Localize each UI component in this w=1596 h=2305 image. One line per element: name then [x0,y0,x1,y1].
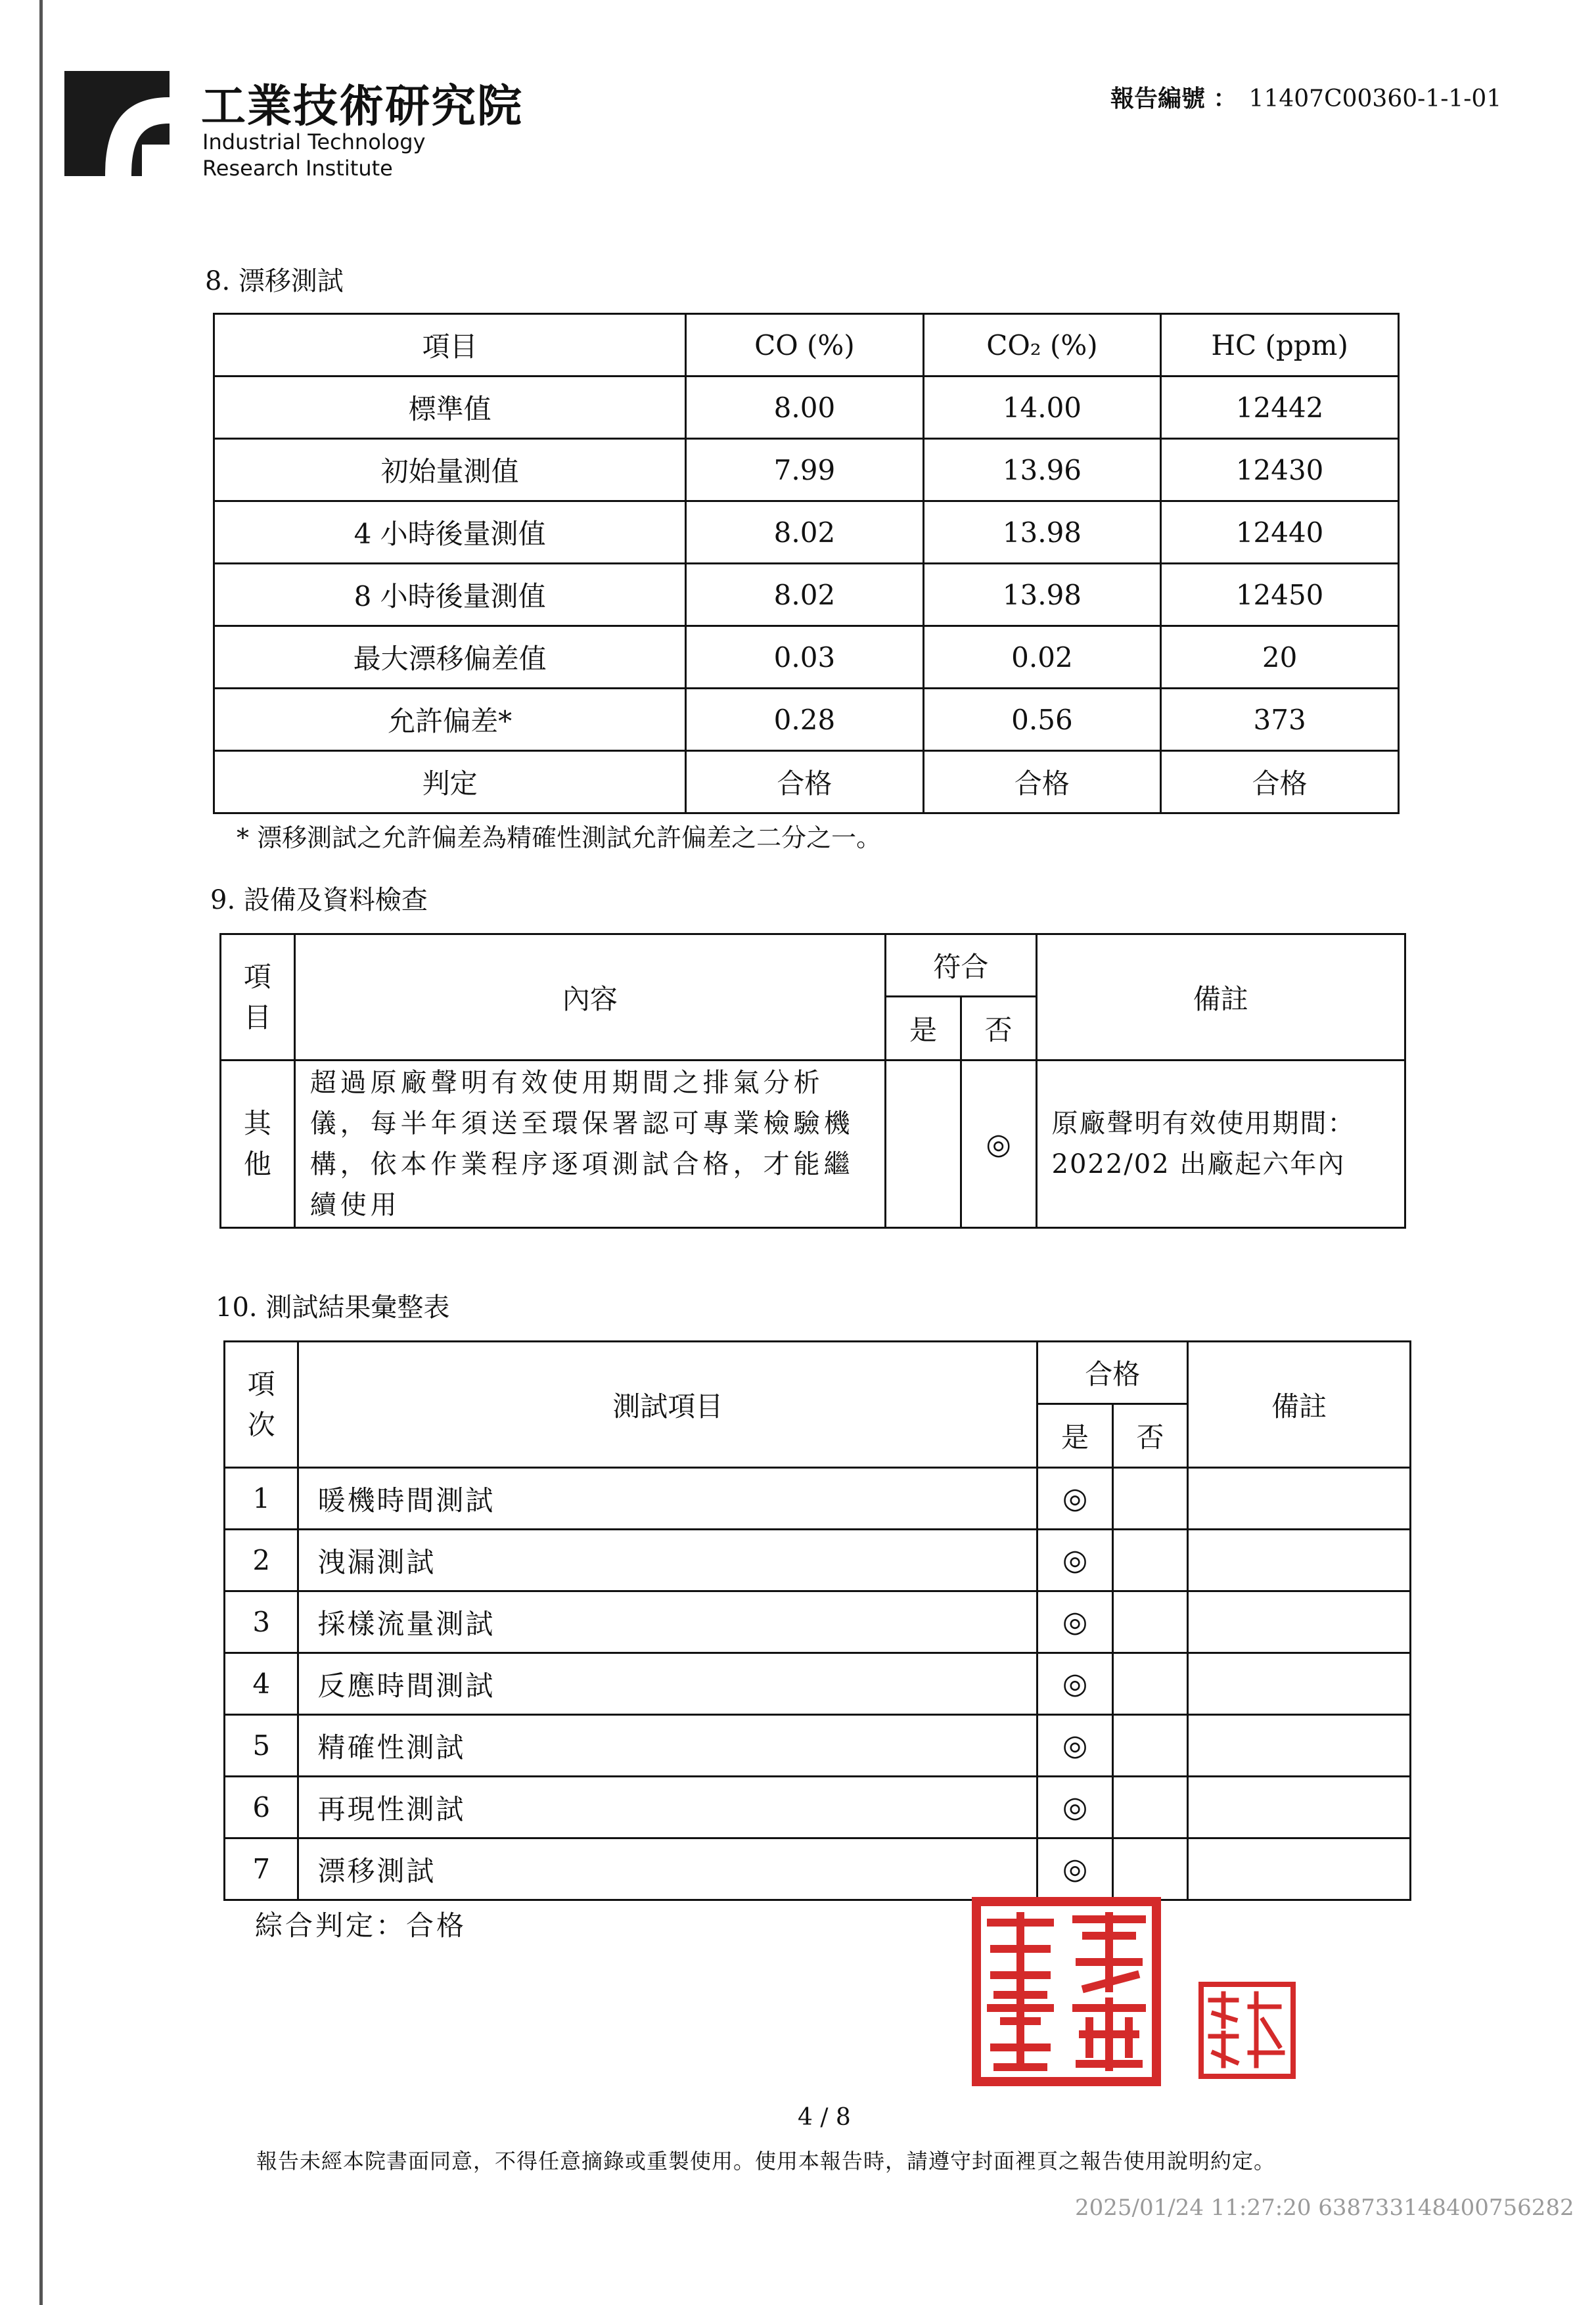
row-no: 5 [225,1715,298,1777]
table-header-row [221,934,1405,997]
row-remark [1036,1061,1405,1228]
row-no-mark [1112,1530,1187,1591]
table-cell: 12430 [1161,439,1399,501]
table-cell: 8.00 [686,377,923,439]
header-cell-remark: 備註 [1036,934,1405,1061]
row-label: 最大漂移偏差值 [214,626,686,689]
row-label: 判定 [214,751,686,813]
overall-judgement: 綜合判定：合格 [255,1909,467,1942]
header-cell-no [225,1342,298,1468]
row-no-mark [1112,1653,1187,1715]
report-number [1110,80,1501,114]
header-cell-yes: 是 [1037,1404,1112,1468]
row-yes: ◎ [1037,1838,1112,1900]
row-item: 精確性測試 [298,1715,1037,1777]
table-row [214,626,1399,689]
org-name-en-line1: Industrial Technology [202,129,426,154]
table-cell: 0.03 [686,626,923,689]
remark-line: 2022/02 出廠起六年內 [1051,1149,1346,1179]
row-item [221,1061,295,1228]
table-row [225,1468,1411,1530]
table-cell: 0.28 [686,689,923,751]
header-cell: CO₂ (%) [923,314,1161,377]
table-row [225,1715,1411,1777]
header-cell-no: 否 [961,997,1036,1061]
row-label: 標準值 [214,377,686,439]
table-row [221,1061,1405,1228]
header-item-bottom: 目 [243,1001,271,1034]
header-cell: CO (%) [686,314,923,377]
row-no: 6 [225,1777,298,1838]
table-cell: 合格 [923,751,1161,813]
row-remark [1188,1653,1411,1715]
table-cell: 20 [1161,626,1399,689]
row-item: 暖機時間測試 [298,1468,1037,1530]
row-item: 漂移測試 [298,1838,1037,1900]
row-no-mark [1112,1715,1187,1777]
row-no-mark [1112,1777,1187,1838]
org-name-en [202,129,426,181]
content-line: 儀，每半年須送至環保署認可專業檢驗機 [309,1108,854,1139]
remark-line: 原廠聲明有效使用期間： [1051,1108,1356,1139]
header-no-bottom: 次 [247,1408,275,1441]
row-item: 採樣流量測試 [298,1591,1037,1653]
row-no: 1 [225,1468,298,1530]
header-cell-content: 內容 [294,934,885,1061]
row-content [294,1061,885,1228]
signature-seal-icon [1197,1980,1297,2080]
table-cell: 373 [1161,689,1399,751]
table-cell: 13.98 [923,501,1161,564]
header-cell: 項目 [214,314,686,377]
content-line: 構，依本作業程序逐項測試合格，才能繼 [309,1149,854,1179]
conform-no-cell: ◎ [961,1061,1036,1228]
row-remark [1188,1591,1411,1653]
table-row [214,564,1399,626]
row-no: 4 [225,1653,298,1715]
table-cell: 0.02 [923,626,1161,689]
row-label: 初始量測值 [214,439,686,501]
header-cell-no-mark: 否 [1112,1404,1187,1468]
org-name-en-line2: Research Institute [202,156,393,181]
drift-test-table [213,313,1400,814]
test-summary-table [223,1340,1411,1901]
table-row [225,1777,1411,1838]
row-yes: ◎ [1037,1777,1112,1838]
table-cell: 12450 [1161,564,1399,626]
binding-rule [39,0,43,2305]
table-cell: 合格 [686,751,923,813]
row-remark [1188,1468,1411,1530]
table-header-row [214,314,1399,377]
header-cell-item: 測試項目 [298,1342,1037,1468]
row-remark [1188,1777,1411,1838]
row-no-mark [1112,1838,1187,1900]
header-cell-item [221,934,295,1061]
row-label: 8 小時後量測值 [214,564,686,626]
table-cell: 13.96 [923,439,1161,501]
row-yes: ◎ [1037,1468,1112,1530]
table-row [214,751,1399,813]
print-timestamp: 2025/01/24 11:27:20 638733148400756282 [1075,2195,1574,2221]
section10-title: 10. 測試結果彙整表 [216,1292,450,1323]
table-cell: 8.02 [686,501,923,564]
header-cell-remark: 備註 [1188,1342,1411,1468]
row-remark [1188,1838,1411,1900]
table-header-row [225,1342,1411,1404]
table-cell: 0.56 [923,689,1161,751]
table-cell: 7.99 [686,439,923,501]
table-cell: 合格 [1161,751,1399,813]
conform-yes-cell [886,1061,961,1228]
content-line: 續使用 [309,1190,401,1220]
row-remark [1188,1530,1411,1591]
table-cell: 12442 [1161,377,1399,439]
content-line: 超過原廠聲明有效使用期間之排氣分析 [309,1068,824,1098]
table-row [225,1838,1411,1900]
row-yes: ◎ [1037,1591,1112,1653]
table-row [225,1591,1411,1653]
section8-title: 8. 漂移測試 [205,266,344,296]
row-item-bottom: 他 [243,1148,271,1180]
row-no: 7 [225,1838,298,1900]
report-number-value: 11407C00360-1-1-01 [1248,85,1502,112]
header-no-top: 項 [247,1367,275,1400]
row-label: 4 小時後量測值 [214,501,686,564]
professional-seal-icon [971,1896,1162,2087]
table-row [214,439,1399,501]
row-item: 洩漏測試 [298,1530,1037,1591]
itri-logo-icon [64,71,170,176]
footer-disclaimer: 報告未經本院書面同意，不得任意摘錄或重製使用。使用本報告時，請遵守封面裡頁之報告使用說明約定。 [256,2149,1276,2174]
header-item-top: 項 [243,960,271,993]
header-cell-conform: 符合 [886,934,1036,997]
header-cell-pass: 合格 [1037,1342,1188,1404]
page-number: 4 / 8 [798,2104,851,2131]
table-row [214,377,1399,439]
row-item: 反應時間測試 [298,1653,1037,1715]
section9-title: 9. 設備及資料檢查 [210,885,428,915]
equipment-check-table [219,933,1406,1229]
row-item: 再現性測試 [298,1777,1037,1838]
row-no: 3 [225,1591,298,1653]
row-yes: ◎ [1037,1715,1112,1777]
table-cell: 8.02 [686,564,923,626]
row-yes: ◎ [1037,1530,1112,1591]
row-item-top: 其 [243,1107,271,1139]
header-cell: HC (ppm) [1161,314,1399,377]
table-cell: 13.98 [923,564,1161,626]
table-row [214,689,1399,751]
table-cell: 14.00 [923,377,1161,439]
row-no-mark [1112,1468,1187,1530]
row-no-mark [1112,1591,1187,1653]
table-row [225,1653,1411,1715]
table-cell: 12440 [1161,501,1399,564]
row-no: 2 [225,1530,298,1591]
drift-footnote: * 漂移測試之允許偏差為精確性測試允許偏差之二分之一。 [237,823,882,852]
org-name-cn: 工業技術研究院 [201,81,524,133]
row-remark [1188,1715,1411,1777]
report-number-label: 報告編號 ： [1110,85,1237,112]
table-row [225,1530,1411,1591]
row-yes: ◎ [1037,1653,1112,1715]
header-cell-yes: 是 [886,997,961,1061]
table-row [214,501,1399,564]
row-label: 允許偏差* [214,689,686,751]
